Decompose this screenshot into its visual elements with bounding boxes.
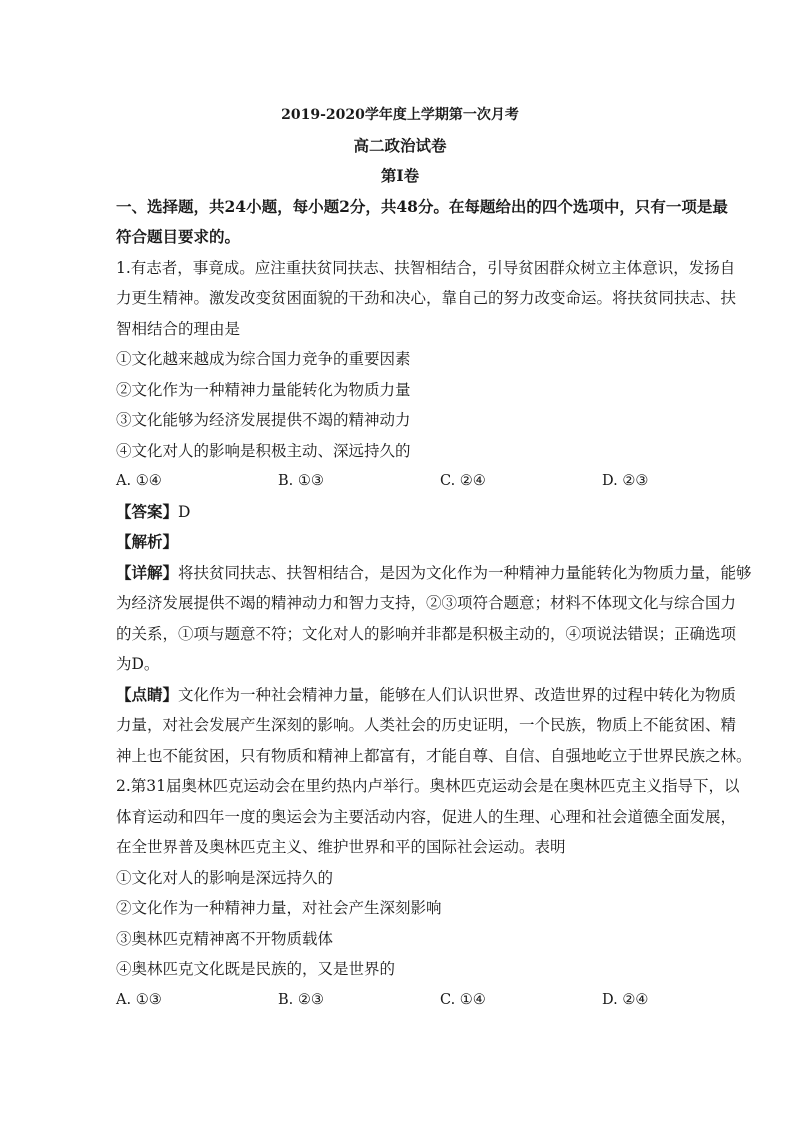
option-c: C. ①④ bbox=[440, 991, 486, 1008]
volume-label: 第Ⅰ卷 bbox=[380, 166, 420, 185]
detail-line: 为经济发展提供不竭的精神动力和智力支持，②③项符合题意；材料不体现文化与综合国力 bbox=[116, 594, 737, 612]
statement-item: ④文化对人的影响是积极主动、深远持久的 bbox=[116, 441, 411, 460]
exam-subtitle: 高二政治试卷 bbox=[353, 135, 447, 155]
option-a: A. ①④ bbox=[116, 473, 162, 489]
option-b: B. ②③ bbox=[278, 991, 324, 1008]
question-stem-line: 1.有志者，事竟成。应注重扶贫同扶志、扶智相结合，引导贫困群众树立主体意识，发扬自 bbox=[116, 258, 736, 277]
detail-line: 的关系，①项与题意不符；文化对人的影响并非都是积极主动的，④项说法错误；正确选项 bbox=[116, 624, 737, 643]
statement-item: ①文化对人的影响是深远持久的 bbox=[116, 868, 334, 887]
detail-line: 为D。 bbox=[116, 655, 160, 673]
answer-options bbox=[116, 985, 684, 1016]
point-line: 神上也不能贫困，只有物质和精神上都富有，才能自尊、自信、自强地屹立于世界民族之林。 bbox=[116, 746, 752, 765]
question-stem-line: 力更生精神。激发改变贫困面貌的干劲和决心，靠自己的努力改变命运。将扶贫同扶志、扶 bbox=[116, 289, 737, 307]
detail-tag: 【详解】 bbox=[116, 562, 179, 582]
point-text: 文化作为一种社会精神力量，能够在人们认识世界、改造世界的过程中转化为物质 bbox=[178, 685, 737, 704]
question-stem-line: 智相结合的理由是 bbox=[116, 319, 241, 338]
answer-options bbox=[116, 466, 684, 497]
question-stem-line: 体育运动和四年一度的奥运会为主要活动内容，促进人的生理、心理和社会道德全面发展， bbox=[116, 807, 737, 826]
option-d: D. ②④ bbox=[602, 991, 649, 1008]
statement-item: ④奥林匹克文化既是民族的，又是世界的 bbox=[116, 960, 396, 978]
statement-item: ①文化越来越成为综合国力竞争的重要因素 bbox=[116, 350, 411, 368]
page-content bbox=[116, 100, 752, 1015]
option-c: C. ②④ bbox=[440, 473, 486, 489]
point-line bbox=[116, 680, 737, 711]
question-2 bbox=[116, 771, 740, 1015]
analysis-tag: 【解析】 bbox=[116, 532, 179, 551]
option-b: B. ①③ bbox=[278, 473, 324, 489]
question-stem-line: 在全世界普及奥林匹克主义、维护世界和平的国际社会运动。表明 bbox=[116, 838, 566, 856]
option-a: A. ①③ bbox=[116, 991, 162, 1008]
statement-item: ②文化作为一种精神力量能转化为物质力量 bbox=[116, 380, 411, 399]
statement-item: ③奥林匹克精神离不开物质载体 bbox=[116, 929, 334, 948]
point-tag: 【点睛】 bbox=[116, 684, 179, 704]
point-line: 力量，对社会发展产生深刻的影响。人类社会的历史证明，一个民族，物质上不能贫困、精 bbox=[116, 716, 737, 734]
question-stem-line: 2.第31届奥林匹克运动会在里约热内卢举行。奥林匹克运动会是在奥林匹克主义指导下，以 bbox=[116, 777, 740, 795]
answer-tag: 【答案】 bbox=[116, 501, 179, 521]
section-instruction-line-1: 一、选择题，共24小题，每小题2分，共48分。在每题给出的四个选项中，只有一项是最 bbox=[116, 196, 728, 216]
detail-text: 将扶贫同扶志、扶智相结合，是因为文化作为一种精神力量能转化为物质力量，能够 bbox=[178, 563, 752, 582]
statement-item: ②文化作为一种精神力量，对社会产生深刻影响 bbox=[116, 899, 442, 917]
option-d: D. ②③ bbox=[602, 473, 649, 489]
question-1 bbox=[116, 253, 752, 772]
detail-line bbox=[116, 558, 752, 589]
answer-line bbox=[116, 497, 684, 528]
statement-item: ③文化能够为经济发展提供不竭的精神动力 bbox=[116, 411, 411, 429]
section-instruction-line-2: 符合题目要求的。 bbox=[116, 227, 241, 246]
answer-value: D bbox=[178, 502, 191, 521]
exam-title: 2019-2020学年度上学期第一次月考 bbox=[281, 107, 519, 123]
